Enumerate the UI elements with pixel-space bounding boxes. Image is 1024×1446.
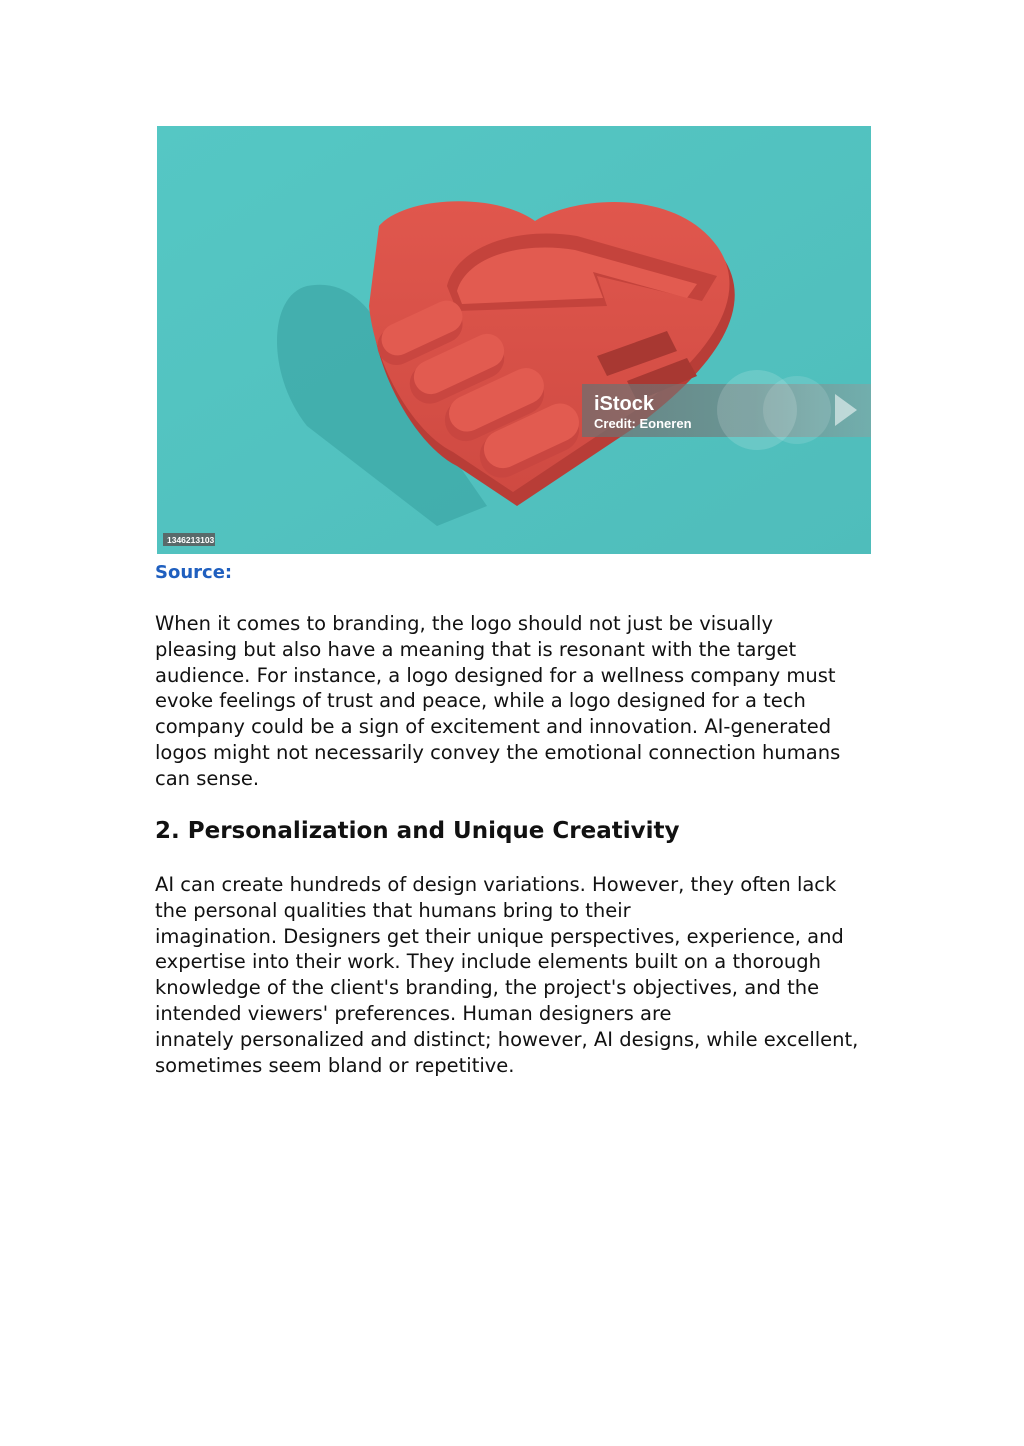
image-id-tag [163, 533, 215, 546]
personalization-paragraph: AI can create hundreds of design variations. However, they often lack the personal qualities that humans bring to their imagination. Designers get their unique perspectives, experience, and expertise into their work. They include elements built on a thorough knowledge of the client's branding, the project's objectives, and the intended viewers' preferences. Human designers are innately personalized and distinct; however, AI designs, while excellent, sometimes seem bland or repetitive. [155, 873, 859, 1077]
section-heading: 2. Personalization and Unique Creativity [155, 818, 680, 844]
svg-text:1346213103: 1346213103 [167, 535, 215, 545]
handshake-heart-image [157, 126, 871, 554]
istock-credit: Credit: Eoneren [594, 416, 692, 431]
source-link[interactable]: Source: [155, 562, 233, 583]
branding-paragraph: When it comes to branding, the logo should not just be visually pleasing but also have a meaning that is resonant with the target audience. For instance, a logo designed for a wellness company must evoke feelings of trust and peace, while a logo designed for a tech company could be a sign of excitement and innovation. AI-generated logos might not necessarily convey the emotional connection humans can sense. [155, 612, 841, 790]
istock-brand: iStock [594, 393, 655, 415]
